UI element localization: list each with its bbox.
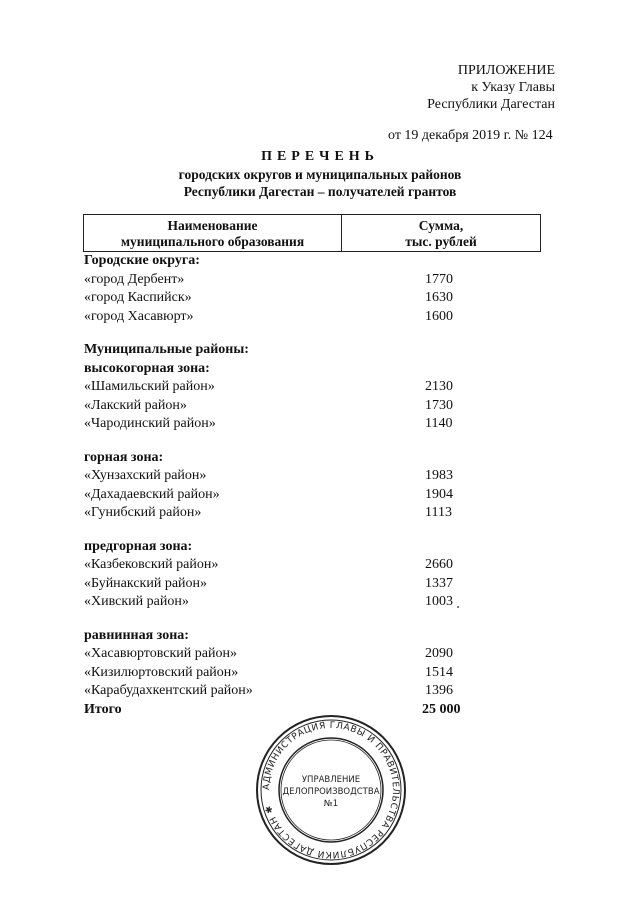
table-row [84,575,544,594]
municipality-name: «город Хасавюрт» [84,308,194,324]
section-heading-label: высокогорная зона: [84,360,210,376]
section-spacer [84,434,544,449]
table-row [84,486,544,505]
municipality-name: «Хунзахский район» [84,468,207,483]
grant-amount: 1396 [425,683,453,698]
table-row [84,415,544,434]
grant-amount: 1600 [425,308,453,324]
grant-amount: 2130 [425,379,453,394]
municipality-name: «Чародинский район» [84,416,216,431]
section-heading-label: равнинная зона: [84,627,189,643]
appendix-block [427,62,555,113]
grant-amount: 1514 [425,664,453,680]
municipality-name: «Кизилюртовский район» [84,664,239,680]
total-label: Итого [84,701,122,717]
document-title: ПЕРЕЧЕНЬ [261,149,379,164]
column-header-name [84,215,342,251]
grant-amount: 1630 [425,290,453,305]
column-header-sum-line-2: тыс. рублей [405,234,477,249]
grant-amount: 1770 [425,271,453,287]
section-heading [84,627,544,646]
municipality-name: «город Дербент» [84,271,185,287]
municipality-name: «Дахадаевский район» [84,486,220,502]
table-body [84,252,544,719]
table-row [84,593,544,612]
table-header [83,214,541,252]
section-spacer [84,523,544,538]
table-row [84,467,544,486]
table-row [84,289,544,308]
section-spacer [84,612,544,627]
municipality-name: «Хивский район» [84,594,189,609]
total-amount: 25 000 [422,701,461,717]
stamp-line-2: ДЕЛОПРОИЗВОДСТВА [282,787,380,797]
official-stamp [253,712,409,868]
grant-amount: 1003 [425,594,453,609]
section-heading-label: горная зона: [84,449,164,465]
municipality-name: «Карабудахкентский район» [84,683,253,698]
grant-amount: 1113 [425,505,452,520]
grant-amount: 2660 [425,557,453,572]
section-spacer [84,326,544,341]
grant-amount: 1140 [425,416,453,431]
appendix-line-2: к Указу Главы [471,80,555,95]
column-header-sum-line-1: Сумма, [418,218,464,233]
section-heading [84,538,544,557]
municipality-name: «Лакский район» [84,397,187,413]
section-heading-label: Городские округа: [84,253,200,268]
table-row [84,308,544,327]
document-subtitle-2: Республики Дагестан – получателей грантов [183,184,457,199]
section-heading-label: Муниципальные районы: [84,342,249,357]
document-subtitle-1: городских округов и муниципальных районов [178,167,462,182]
grant-amount: 1337 [425,575,453,591]
municipality-name: «Буйнакский район» [84,575,208,591]
municipality-name: «Хасавюртовский район» [84,646,237,661]
column-header-name-line-2: муниципального образования [120,234,305,249]
grant-amount: 2090 [425,646,453,661]
grant-amount: 1983 [425,468,453,483]
table-row [84,645,544,664]
column-header-name-line-1: Наименование [167,218,258,233]
section-heading [84,360,544,379]
table-row [84,504,544,523]
decree-date-number: от 19 декабря 2019 г. № 124 [388,128,553,143]
section-heading [84,449,544,468]
section-heading [84,341,544,360]
stamp-line-3: №1 [323,799,339,809]
appendix-line-3: Республики Дагестан [427,97,555,112]
appendix-title: ПРИЛОЖЕНИЕ [457,63,555,78]
stamp-line-1: УПРАВЛЕНИЕ [301,775,361,785]
stamp-ring-text: АДМИНИСТРАЦИЯ ГЛАВЫ И ПРАВИТЕЛЬСТВА РЕСПУБЛИКИ ДАГЕСТАН ✱ [261,720,401,860]
table-row [84,397,544,416]
municipality-name: «Гунибский район» [84,505,202,520]
table-row [84,556,544,575]
table-row [84,378,544,397]
municipality-name: «Шамильский район» [84,379,215,394]
column-header-sum [342,215,540,254]
table-row [84,664,544,683]
municipality-name: «Казбековский район» [84,557,219,572]
grant-amount: 1730 [425,397,453,413]
table-row [84,682,544,701]
table-row [84,271,544,290]
municipality-name: «город Каспийск» [84,290,192,305]
section-heading-label: предгорная зона: [84,538,193,554]
speck-mark [457,606,459,608]
section-heading [84,252,544,271]
grant-amount: 1904 [425,486,453,502]
